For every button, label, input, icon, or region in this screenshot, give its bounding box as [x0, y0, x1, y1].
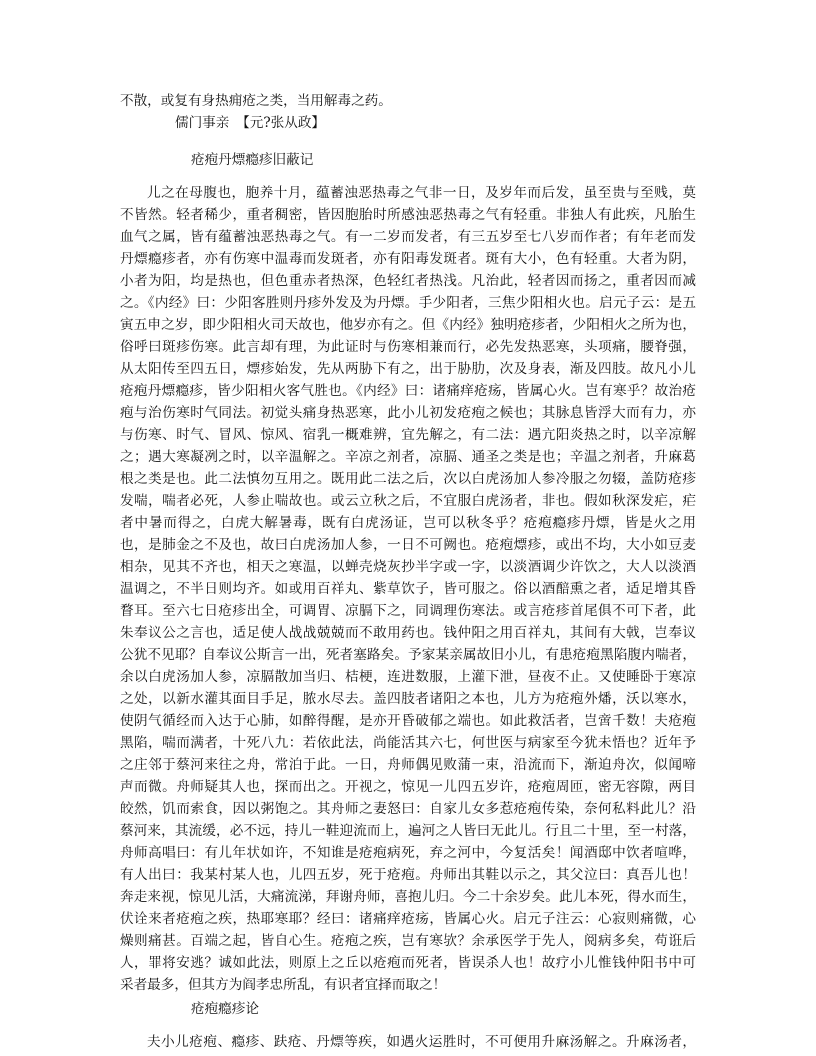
- paragraph-line: 采者最多，但其方为阎孝忠所乱，有识者宜择而取之！: [120, 977, 447, 993]
- paragraph-line: 夫小儿疮疱、瘾疹、趺疮、丹熛等疾，如遇火运胜时，不可便用升麻汤解之。升麻汤者，: [147, 1034, 696, 1050]
- paragraph-line: 人，罪将安逃？诚如此法，则原上之丘以疮疱而死者，皆误杀人也！故疗小儿惟钱仲阳书中可: [120, 955, 696, 971]
- paragraph-line: 小者为阳，均是热也，但色重赤者热深，色轻红者热浅。凡治此，轻者因而扬之，重者因而减: [120, 273, 696, 289]
- paragraph-line: 声而微。舟师疑其人也，探而出之。开视之，惊见一儿四五岁许，疮疱周匝，密无容隙，两目: [120, 779, 696, 795]
- paragraph-line: 之。《内经》曰：少阳客胜则丹疹外发及为丹熛。手少阳者，三焦少阳相火也。启元子云：是五: [120, 295, 696, 311]
- paragraph-line: 寅五申之岁，即少阳相火司天故也，他岁亦有之。但《内经》独明疮疹者，少阳相火之所为也，: [120, 317, 696, 333]
- section-title: 疮疱丹熛瘾疹旧蔽记: [191, 152, 314, 168]
- paragraph-line: 者中暑而得之，白虎大解暑毒，既有白虎汤证，岂可以秋冬乎？疮疱瘾疹丹熛，皆是火之用: [120, 515, 696, 531]
- paragraph-line: 丹熛瘾疹者，亦有伤寒中温毒而发斑者，亦有阳毒发斑者。斑有大小，色有轻重。大者为阴，: [120, 251, 696, 267]
- paragraph-line: 使阴气循经而入达于心肺，如醉得醒，是亦开昏破郁之端也。如此救活者，岂啻千数！夫疮疱: [120, 713, 696, 729]
- paragraph-line: 疮疱丹熛瘾疹，皆少阳相火客气胜也。《内经》曰：诸痛痒疮疡，皆属心火。岂有寒乎？故治疮: [120, 383, 696, 399]
- paragraph-line: 奔走来视，惊见儿活，大痛流涕，拜谢舟师，喜抱儿归。今二十余岁矣。此儿本死，得水而生，: [120, 889, 696, 905]
- paragraph-line: 俗呼曰斑疹伤寒。此言却有理，为此证时与伤寒相兼而行，必先发热恶寒，头项痛，腰脊强，: [120, 339, 696, 355]
- paragraph-line: 温调之，不半日则均齐。如或用百祥丸、紫草饮子，皆可服之。俗以酒醅熏之者，适足增其昏: [120, 581, 696, 597]
- paragraph-line: 皎然，饥而索食，因以粥饱之。其舟师之妻怒曰：自家儿女多惹疮疱传染，奈何私料此儿？沿: [120, 801, 696, 817]
- paragraph-line: 儿之在母腹也，胞养十月，蕴蓄浊恶热毒之气非一日，及岁年而后发，虽至贵与至贱，莫: [147, 185, 696, 201]
- paragraph-line: 公犹不见耶？自奉议公斯言一出，死者塞路矣。予家某亲属故旧小儿，有患疮疱黑陷腹内喘者，: [120, 647, 696, 663]
- paragraph-line: 之处，以新水灌其面目手足，脓水尽去。盖四肢者诸阳之本也，儿方为疮疱外燔，沃以寒水，: [120, 691, 696, 707]
- paragraph-line: 也，是肺金之不及也，故曰白虎汤加人参，一日不可阙也。疮疱熛疹，或出不均，大小如豆麦: [120, 537, 696, 553]
- paragraph-line: 朱奉议公之言也，适足使人战战兢兢而不敢用药也。钱仲阳之用百祥丸，其间有大戟，岂奉议: [120, 625, 696, 641]
- paragraph-line: 燥则痛甚。百端之起，皆自心生。疮疱之疾，岂有寒欤？余承医学于先人，阅病多矣，苟诳后: [120, 933, 696, 949]
- paragraph-line: 黑陷，喘而满者，十死八九：若依此法，尚能活其六七，何世医与病家至今犹未悟也？近年予: [120, 735, 696, 751]
- paragraph-line: 血气之属，皆有蕴蓄浊恶热毒之气。有一二岁而发者，有三五岁至七八岁而作者；有年老而发: [120, 229, 696, 245]
- paragraph-line: 舟师高唱曰：有儿年状如许，不知谁是疮疱病死，弃之河中，今复活矣！闻酒邸中饮者喧哗，: [120, 845, 696, 861]
- section-title: 疮疱瘾疹论: [191, 1001, 259, 1017]
- paragraph-line: 之；遇大寒凝冽之时，以辛温解之。辛凉之剂者，凉膈、通圣之类是也；辛温之剂者，升麻葛: [120, 449, 696, 465]
- paragraph-line: 之庄邻于蔡河来往之舟，常泊于此。一日，舟师偶见败蒲一束，沿流而下，渐迫舟次，似闻啼: [120, 757, 696, 773]
- paragraph-line: 根之类是也。此二法慎勿互用之。既用此二法之后，次以白虎汤加人参冷服之勿辍，盖防疮疹: [120, 471, 696, 487]
- author-line: 儒门事亲 【元?张从政】: [175, 115, 326, 131]
- paragraph-line: 有人出曰：我某村某人也，儿四五岁，死于疮疱。舟师出其鞋以示之，其父泣曰：真吾儿也！: [120, 867, 696, 883]
- paragraph-line: 疱与治伤寒时气同法。初觉头痛身热恶寒，此小儿初发疮疱之候也；其脉息皆浮大而有力，亦: [120, 405, 696, 421]
- paragraph-line: 伏诠来者疮疱之疾，热耶寒耶？经曰：诸痛痒疮疡，皆属心火。启元子注云：心寂则痛微，心: [120, 911, 696, 927]
- paragraph-line: 从太阳传至四五日，熛疹始发，先从两胁下有之，出于胁肋，次及身表，渐及四肢。故凡小儿: [120, 361, 696, 377]
- paragraph-line: 蔡河来，其流缓，必不远，持儿一鞋迎流而上，遍河之人皆曰无此儿。行且二十里，至一村落，: [120, 823, 696, 839]
- paragraph-line: 余以白虎汤加人参，凉膈散加当归、桔梗，连进数服，上灌下泄，昼夜不止。又使睡卧于寒凉: [120, 669, 696, 685]
- paragraph-line: 不皆然。轻者稀少，重者稠密，皆因胞胎时所感浊恶热毒之气有轻重。非独人有此疾，凡胎生: [120, 207, 696, 223]
- paragraph-line: 与伤寒、时气、冒风、惊风、宿乳一概难辨，宜先解之，有二法：遇亢阳炎热之时，以辛凉解: [120, 427, 696, 443]
- paragraph-line: 发喘，喘者必死，人参止喘故也。或云立秋之后，不宜服白虎汤者，非也。假如秋深发疟，疟: [120, 493, 696, 509]
- intro-text-line: 不散，或复有身热痈疮之类，当用解毒之药。: [120, 93, 392, 109]
- paragraph-line: 相杂，见其不齐也，相天之寒温，以蝉壳烧灰抄半字或一字，以淡酒调少许饮之，大人以淡酒: [120, 559, 696, 575]
- paragraph-line: 瞀耳。至六七日疮疹出全，可调胃、凉膈下之，同调理伤寒法。或言疮疹首尾俱不可下者，此: [120, 603, 696, 619]
